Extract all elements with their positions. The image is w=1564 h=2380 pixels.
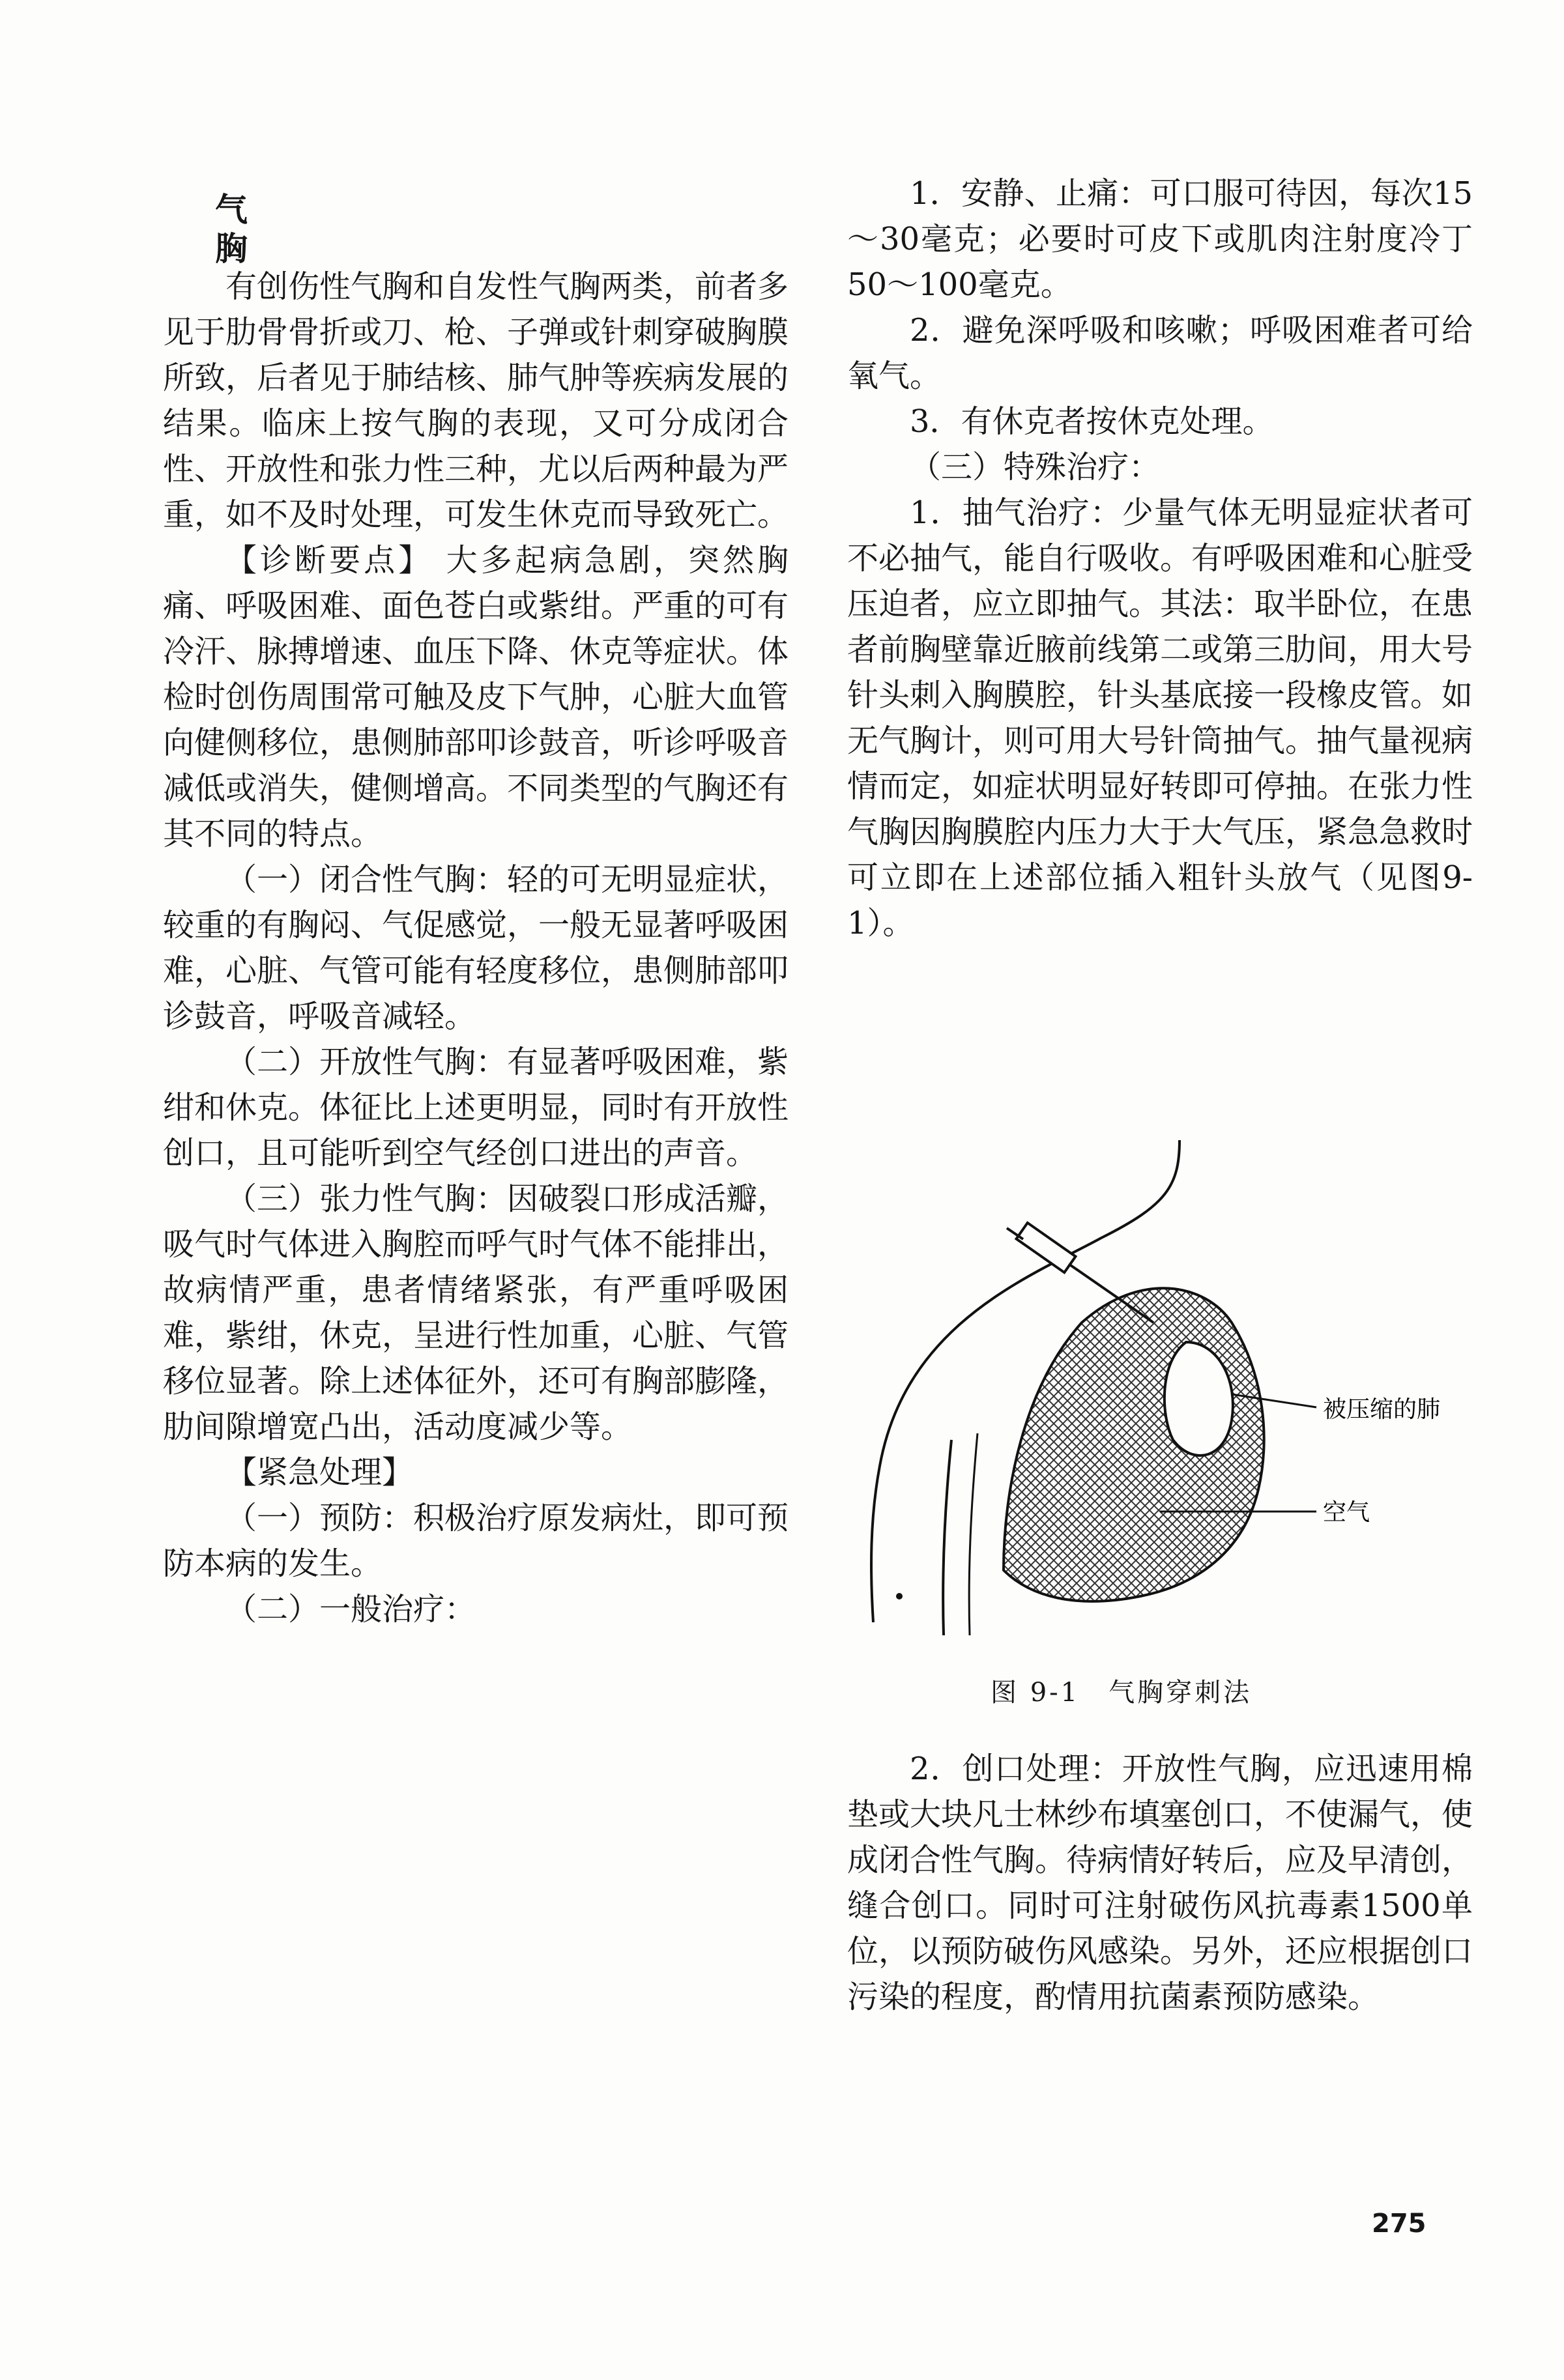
spine-line	[943, 1440, 951, 1635]
page-title: 气 胸	[215, 190, 554, 268]
spine-line-2	[969, 1433, 977, 1635]
right-column-top	[847, 171, 1473, 946]
intro-paragraph: 有创伤性气胸和自发性气胸两类，前者多见于肋骨骨折或刀、枪、子弹或针刺穿破胸膜所致，后者见于肺结核、肺气肿等疾病发展的结果。临床上按气胸的表现，又可分成闭合性、开放性和张力性三种，尤以后两种最为严重，如不及时处理，可发生休克而导致死亡。	[163, 268, 789, 533]
shock-paragraph: 3．有休克者按休克处理。	[910, 403, 1274, 440]
chest-puncture-illustration	[867, 1127, 1479, 1648]
sedation-paragraph: 1．安静、止痛：可口服可待因，每次15～30毫克；必要时可皮下或肌肉注射度冷丁50～100毫克。	[847, 175, 1473, 303]
diagnosis-paragraph: 【诊断要点】 大多起病急剧，突然胸痛、呼吸困难、面色苍白或紫绀。严重的可有冷汗、脉搏增速、血压下降、休克等症状。体检时创伤周围常可触及皮下气肿，心脏大血管向健侧移位，患侧肺部叩诊鼓音，听诊呼吸音减低或消失，健侧增高。不同类型的气胸还有其不同的特点。	[163, 542, 789, 852]
aspiration-paragraph: 1．抽气治疗：少量气体无明显症状者可不必抽气，能自行吸收。有呼吸困难和心脏受压迫者，应立即抽气。其法：取半卧位，在患者前胸壁靠近腋前线第二或第三肋间，用大号针头刺入胸膜腔，针头基底接一段橡皮管。如无气胸计，则可用大号针筒抽气。抽气量视病情而定，如症状明显好转即可停抽。在张力性气胸因胸膜腔内压力大于大气压，紧急急救时可立即在上述部位插入粗针头放气（见图9-1）。	[847, 495, 1473, 941]
emergency-heading: 【紧急处理】	[225, 1454, 414, 1491]
needle-icon	[1007, 1223, 1153, 1323]
page-number: 275	[1372, 2209, 1426, 2239]
left-column	[163, 264, 789, 1632]
lung-label: 被压缩的肺	[1323, 1396, 1441, 1423]
dot-mark	[896, 1593, 903, 1599]
prevention-paragraph: （一）预防：积极治疗原发病灶，即可预防本病的发生。	[163, 1500, 789, 1582]
special-treatment-heading: （三）特殊治疗：	[910, 449, 1161, 485]
wound-treatment-paragraph: 2．创口处理：开放性气胸，应迅速用棉垫或大块凡士林纱布填塞创口，不使漏气，使成闭合性气胸。待病情好转后，应及早清创，缝合创口。同时可注射破伤风抗毒素1500单位，以预防破伤风感染。另外，还应根据创口污染的程度，酌情用抗菌素预防感染。	[847, 1751, 1473, 2015]
breathing-paragraph: 2．避免深呼吸和咳嗽；呼吸困难者可给氧气。	[847, 312, 1473, 394]
air-label: 空气	[1323, 1499, 1370, 1526]
figure-caption: 图 9-1 气胸穿刺法	[991, 1678, 1253, 1708]
right-column-bottom	[847, 1746, 1473, 2020]
pleural-cavity	[1004, 1288, 1264, 1601]
tension-pneumothorax-paragraph: （三）张力性气胸：因破裂口形成活瓣，吸气时气体进入胸腔而呼气时气体不能排出，故病情严重，患者情绪紧张，有严重呼吸困难，紫绀，休克，呈进行性加重，心脏、气管移位显著。除上述体征外，还可有胸部膨隆，肋间隙增宽凸出，活动度减少等。	[163, 1181, 789, 1445]
closed-pneumothorax-paragraph: （一）闭合性气胸：轻的可无明显症状，较重的有胸闷、气促感觉，一般无显著呼吸困难，心脏、气管可能有轻度移位，患侧肺部叩诊鼓音，呼吸音减轻。	[163, 861, 789, 1035]
pneumothorax-figure	[867, 1127, 1479, 1648]
open-pneumothorax-paragraph: （二）开放性气胸：有显著呼吸困难，紫绀和休克。体征比上述更明显，同时有开放性创口，且可能听到空气经创口进出的声音。	[163, 1044, 789, 1171]
general-treatment-heading: （二）一般治疗：	[225, 1591, 476, 1627]
